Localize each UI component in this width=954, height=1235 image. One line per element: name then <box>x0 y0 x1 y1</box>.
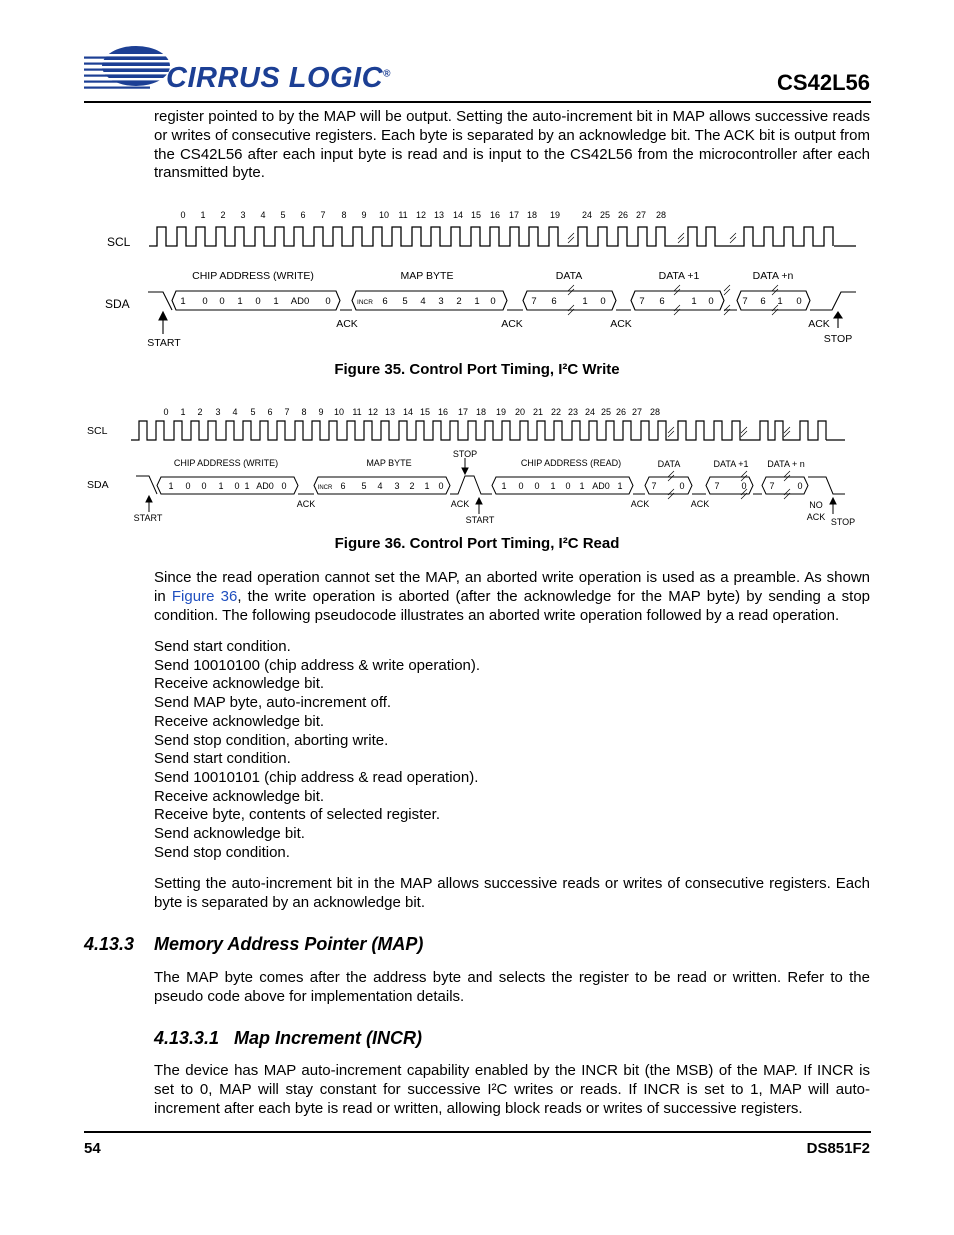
pseudocode-line: Receive acknowledge bit. <box>154 712 325 730</box>
read-operation-paragraph <box>154 569 870 625</box>
field-label: DATA <box>555 270 583 282</box>
scl-tick-label: 4 <box>232 407 238 417</box>
bit-label: 1 <box>273 296 279 307</box>
scl-tick-label: 19 <box>549 210 561 220</box>
bit-label: 1 <box>582 296 588 307</box>
footer-rule <box>84 1131 871 1133</box>
scl-tick-label: 3 <box>240 210 246 220</box>
bit-label: 0 <box>534 481 540 491</box>
bit-label: 0 <box>796 296 802 307</box>
bit-label: 2 <box>409 481 415 491</box>
bit-label: 7 <box>639 296 645 307</box>
scl-tick-label: 1 <box>180 407 186 417</box>
no-ack-label: ACK <box>806 512 826 522</box>
scl-tick-label: 14 <box>452 210 464 220</box>
scl-tick-label: 0 <box>180 210 186 220</box>
scl-waveform <box>131 421 826 440</box>
scl-tick-label: 5 <box>250 407 256 417</box>
page-number: 54 <box>84 1140 101 1157</box>
scl-tick-label: 12 <box>415 210 427 220</box>
break-mark <box>678 233 684 243</box>
pseudocode-line: Send stop condition, aborting write. <box>154 731 389 749</box>
scl-tick-label: 27 <box>635 210 647 220</box>
scl-tick-label: 15 <box>419 407 431 417</box>
ack-label: ACK <box>296 499 316 509</box>
sda-start-edge <box>136 476 157 494</box>
pseudocode-line: Send stop condition. <box>154 843 290 861</box>
bit-label: 1 <box>550 481 556 491</box>
break-mark <box>668 427 674 437</box>
pseudocode-line: Receive acknowledge bit. <box>154 787 325 805</box>
bit-label: 0 <box>708 296 714 307</box>
sda-map-byte-field <box>352 291 507 310</box>
break-mark <box>784 427 790 437</box>
bit-label: 1 <box>168 481 174 491</box>
field-label: CHIP ADDRESS (READ) <box>520 458 622 468</box>
bit-label: 6 <box>551 296 557 307</box>
bit-label: 0 <box>741 481 747 491</box>
pseudocode-line: Send MAP byte, auto-increment off. <box>154 694 392 712</box>
scl-tick-label: 1 <box>200 210 206 220</box>
scl-tick-label: 25 <box>600 407 612 417</box>
auto-increment-paragraph: Setting the auto-increment bit in the MAP allows successive reads or writes of consecutive registers. Each byte is separated by an acknowledge bit. <box>154 875 870 911</box>
bit-label: 1 <box>237 296 243 307</box>
scl-tick-label: 9 <box>361 210 367 220</box>
section-4-13-3-text: The MAP byte comes after the address byte and selects the register to be read or written. Refer to the pseudo code above for implementation details. <box>154 969 870 1005</box>
stop-label: STOP <box>823 333 853 345</box>
bit-label: 4 <box>420 296 426 307</box>
break-mark <box>568 233 574 243</box>
scl-tick-label: 13 <box>384 407 396 417</box>
bit-label: 0 <box>490 296 496 307</box>
bit-label: 0 <box>234 481 240 491</box>
read-paragraph-text-1: Since the read operation cannot set the MAP, an aborted write operation is used as a preamble. As shown in <box>154 569 870 605</box>
ack-label: ACK <box>610 318 632 330</box>
scl-tick-label: 6 <box>300 210 306 220</box>
scl-tick-label: 18 <box>475 407 487 417</box>
ack-label: ACK <box>336 318 358 330</box>
scl-tick-label: 20 <box>514 407 526 417</box>
scl-tick-label: 6 <box>267 407 273 417</box>
scl-tick-label: 8 <box>301 407 307 417</box>
bit-label: 0 <box>518 481 524 491</box>
bit-label: 1 <box>777 296 783 307</box>
bit-label: 4 <box>377 481 383 491</box>
field-label: DATA +n <box>752 270 794 282</box>
ack-label: ACK <box>690 499 710 509</box>
scl-tick-label: 26 <box>615 407 627 417</box>
field-label: DATA + n <box>767 459 805 469</box>
bit-label: 1 <box>691 296 697 307</box>
start-label: START <box>133 513 163 523</box>
sda-chip-address-write-field <box>157 477 298 494</box>
scl-label: SCL <box>87 425 108 437</box>
ack-label: ACK <box>501 318 523 330</box>
bit-label: 0 <box>600 296 606 307</box>
bit-label: 1 <box>474 296 480 307</box>
bit-label: 0 <box>202 296 208 307</box>
scl-tick-label: 18 <box>526 210 538 220</box>
scl-tick-label: 2 <box>197 407 203 417</box>
scl-tick-label: 17 <box>508 210 520 220</box>
scl-tick-label: 16 <box>489 210 501 220</box>
stop-label: STOP <box>830 517 856 527</box>
field-label: DATA <box>657 459 681 469</box>
bit-label: 0 <box>201 481 207 491</box>
bit-label: AD0 <box>256 481 274 491</box>
scl-tick-label: 24 <box>581 210 593 220</box>
start-label: START <box>147 337 181 349</box>
break-mark <box>668 471 674 481</box>
bit-label: 0 <box>185 481 191 491</box>
pseudocode-line: Send start condition. <box>154 638 291 655</box>
bit-label: 3 <box>438 296 444 307</box>
section-4-13-3-1-text: The device has MAP auto-increment capability enabled by the INCR bit (the MSB) of the MAP. If INCR is set to 0, MAP will stay constant for successive I²C writes or reads. If INCR is set to 1, MAP will auto-increment after each byte is read or written, allowing block reads or writes of successive registers. <box>154 1062 870 1117</box>
company-wordmark: CIRRUS LOGIC® <box>166 62 391 94</box>
break-mark <box>772 285 778 295</box>
figure-36-timing-diagram <box>0 400 954 530</box>
bit-label: 6 <box>659 296 665 307</box>
scl-tick-label: 25 <box>599 210 611 220</box>
scl-tick-label: 17 <box>457 407 469 417</box>
ack-label: ACK <box>808 318 830 330</box>
scl-tick-label: 5 <box>280 210 286 220</box>
scl-tick-label: 0 <box>163 407 169 417</box>
scl-tick-label: 8 <box>341 210 347 220</box>
bit-label: 1 <box>579 481 585 491</box>
read-paragraph-text-2: , the write operation is aborted (after the acknowledge for the MAP byte) by sending a stop condition. The following pseudocode illustrates an aborted write operation followed by a read operation. <box>154 587 871 624</box>
scl-label: SCL <box>107 235 131 249</box>
bit-label: 1 <box>424 481 430 491</box>
bit-label: 5 <box>361 481 367 491</box>
bit-label: 7 <box>742 296 748 307</box>
start-label: START <box>465 515 495 525</box>
scl-tick-label: 28 <box>649 407 661 417</box>
break-mark <box>741 471 747 481</box>
field-label: DATA +1 <box>713 459 749 469</box>
figure-35-timing-diagram <box>0 200 954 360</box>
bit-label: INCR <box>357 299 373 306</box>
scl-tick-label: 7 <box>284 407 290 417</box>
ack-label: ACK <box>450 499 470 509</box>
bit-label: 7 <box>651 481 657 491</box>
bit-label: INCR <box>317 485 333 491</box>
figure-35-caption: Figure 35. Control Port Timing, I²C Write <box>334 361 620 378</box>
scl-tick-label: 16 <box>437 407 449 417</box>
pseudocode-line: Send acknowledge bit. <box>154 825 305 843</box>
scl-tick-label: 14 <box>402 407 414 417</box>
document-id: DS851F2 <box>806 1140 870 1157</box>
scl-tick-label: 7 <box>320 210 326 220</box>
ack-label: ACK <box>630 499 650 509</box>
bit-label: AD0 <box>592 481 610 491</box>
pseudocode-line: Receive acknowledge bit. <box>154 675 325 693</box>
sda-label: SDA <box>105 297 130 311</box>
sda-chip-address-read-field <box>492 477 633 494</box>
bit-label: 6 <box>382 296 388 307</box>
field-label: MAP BYTE <box>366 458 412 468</box>
bit-label: 0 <box>565 481 571 491</box>
pseudocode-line: Send 10010100 (chip address & write operation). <box>154 656 481 674</box>
scl-tick-label: 24 <box>584 407 596 417</box>
no-ack-label: NO <box>809 500 823 510</box>
bit-label: 0 <box>797 481 803 491</box>
sda-label: SDA <box>87 479 109 491</box>
part-number: CS42L56 <box>777 70 870 95</box>
scl-tick-label: 15 <box>470 210 482 220</box>
scl-tick-label: 9 <box>318 407 324 417</box>
bit-label: 0 <box>325 296 331 307</box>
pseudocode-line: Send start condition. <box>154 750 291 768</box>
bit-label: 2 <box>456 296 462 307</box>
scl-tick-label: 27 <box>631 407 643 417</box>
field-label: CHIP ADDRESS (WRITE) <box>173 458 279 468</box>
section-heading-4-13-3: 4.13.3 Memory Address Pointer (MAP) <box>84 934 424 954</box>
scl-tick-label: 13 <box>433 210 445 220</box>
field-label: CHIP ADDRESS (WRITE) <box>192 270 314 282</box>
scl-tick-label: 4 <box>260 210 266 220</box>
scl-tick-label: 21 <box>532 407 544 417</box>
sda-start-edge <box>148 292 172 310</box>
scl-tick-label: 28 <box>655 210 667 220</box>
bit-label: 1 <box>218 481 224 491</box>
break-mark <box>741 427 747 437</box>
bit-label: 6 <box>760 296 766 307</box>
bit-label: 1 <box>617 481 623 491</box>
bit-label: 1 <box>244 481 250 491</box>
bit-label: 6 <box>340 481 346 491</box>
header-rule <box>84 101 871 103</box>
break-mark <box>568 285 574 295</box>
scl-tick-label: 3 <box>215 407 221 417</box>
bit-label: 5 <box>402 296 408 307</box>
scl-tick-label: 26 <box>617 210 629 220</box>
bit-label: 1 <box>501 481 507 491</box>
scl-tick-label: 10 <box>333 407 345 417</box>
scl-tick-label: 2 <box>220 210 226 220</box>
bit-label: 1 <box>180 296 186 307</box>
field-label: DATA +1 <box>658 270 700 282</box>
scl-tick-label: 11 <box>352 407 362 417</box>
scl-tick-label: 19 <box>495 407 507 417</box>
scl-tick-label: 12 <box>367 407 379 417</box>
pseudocode-line: Send 10010101 (chip address & read operation). <box>154 768 479 786</box>
scl-tick-label: 11 <box>398 210 408 220</box>
bit-label: 0 <box>281 481 287 491</box>
bit-label: 0 <box>255 296 261 307</box>
break-mark <box>674 285 680 295</box>
figure-36-link[interactable]: Figure 36 <box>171 587 238 605</box>
field-label: MAP BYTE <box>400 270 454 282</box>
break-mark <box>724 285 730 295</box>
bit-label: AD0 <box>290 296 310 307</box>
field-label: STOP <box>452 449 478 459</box>
scl-tick-label: 22 <box>550 407 562 417</box>
scl-waveform <box>149 227 833 246</box>
section-heading-4-13-3-1: 4.13.3.1 Map Increment (INCR) <box>154 1028 423 1048</box>
bit-label: 0 <box>219 296 225 307</box>
bit-label: 3 <box>394 481 400 491</box>
bit-label: 7 <box>714 481 720 491</box>
pseudocode-line: Receive byte, contents of selected register. <box>154 806 440 824</box>
bit-label: 7 <box>769 481 775 491</box>
scl-tick-label: 10 <box>378 210 390 220</box>
figure-36-caption: Figure 36. Control Port Timing, I²C Read <box>334 535 620 552</box>
bit-label: 0 <box>679 481 685 491</box>
break-mark <box>730 233 736 243</box>
bit-label: 7 <box>531 296 537 307</box>
bit-label: 0 <box>438 481 444 491</box>
break-mark <box>784 471 790 481</box>
scl-tick-label: 23 <box>567 407 579 417</box>
intro-paragraph: register pointed to by the MAP will be output. Setting the auto-increment bit in MAP allows successive reads or writes of consecutive registers. Each byte is separated by an acknowledge bit. The ACK bit is output from the CS42L56 after each input byte is read and is input to the CS42L56 from the microcontroller after each transmitted byte. <box>154 108 870 182</box>
pseudocode-list <box>154 638 480 862</box>
